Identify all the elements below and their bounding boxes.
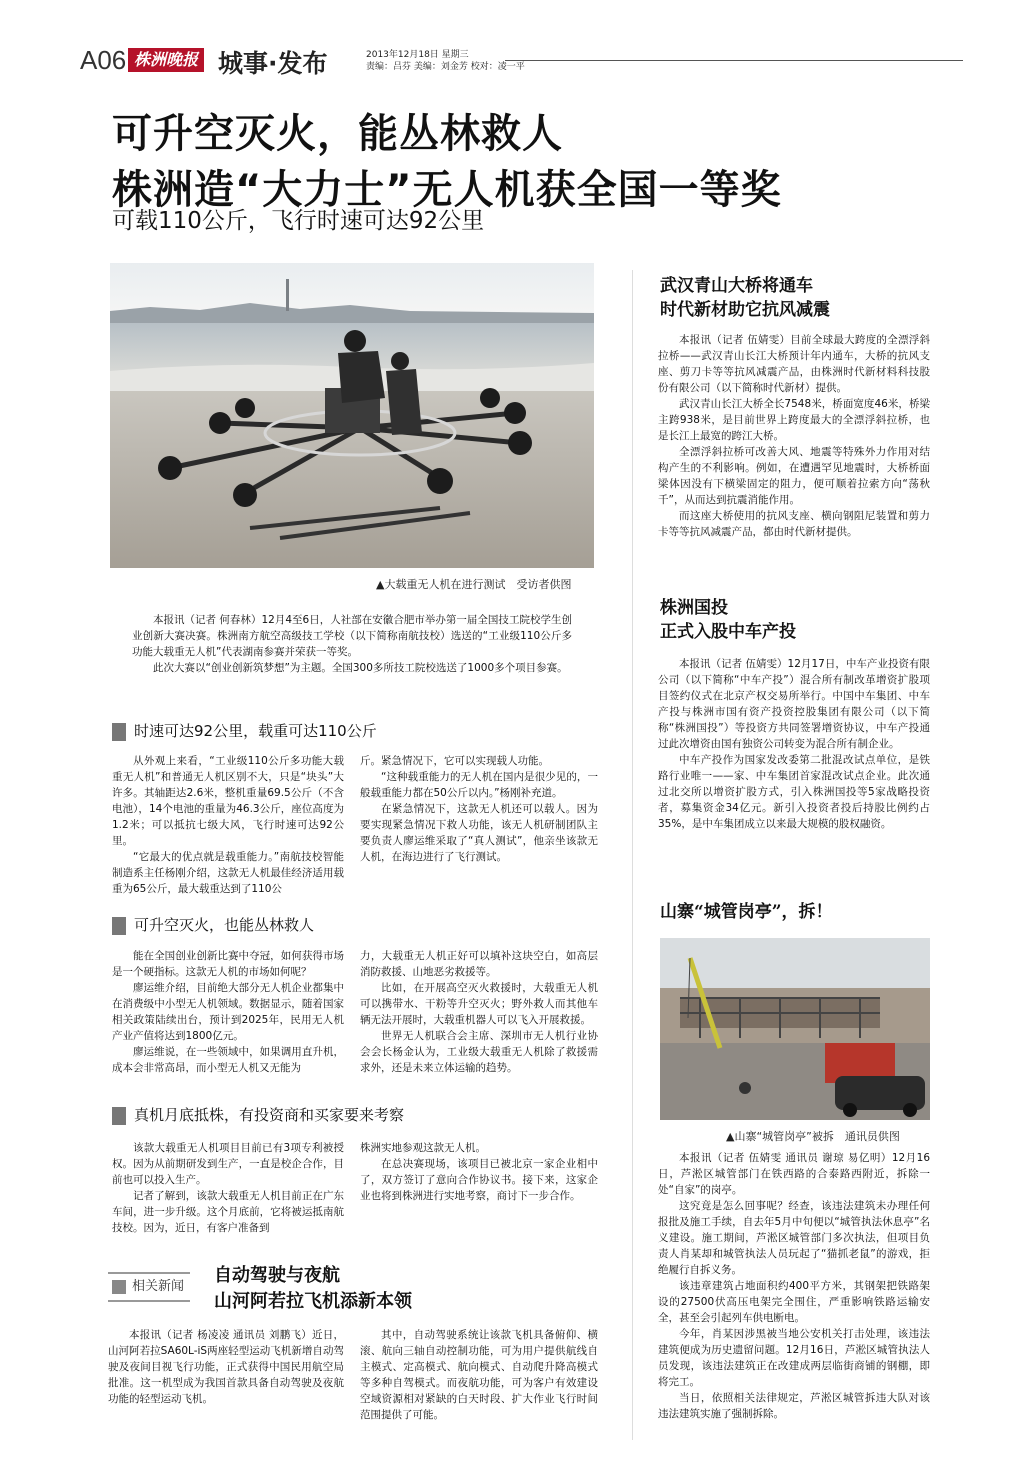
side-2-paragraph: 中车产投作为国家发改委第二批混改试点单位，是铁路行业唯一——家、中车集团首家混改试点企业。此次通过北交所以增资扩股方式，引入株洲国投等5家战略投资者，募集资金34亿元。新引入投资者投后持股比例约占35%，是中车集团成立以来最大规模的股权融资。 bbox=[658, 754, 930, 830]
side-article-2-title bbox=[660, 596, 796, 644]
lead-text bbox=[132, 612, 572, 676]
sec1-left-column bbox=[112, 753, 344, 897]
subhead-investors bbox=[112, 1104, 404, 1126]
kiosk-photo-caption: ▲山寨“城管岗亭”被拆 通讯员供图 bbox=[726, 1130, 900, 1143]
subhead-speed-text: 时速可达92公里，载重可达110公斤 bbox=[134, 722, 377, 740]
kiosk-photo-drawing bbox=[660, 938, 930, 1120]
editor-credits: 责编：吕芬 美编：刘金芳 校对：凌一平 bbox=[366, 62, 525, 72]
sec3-paragraph: 该款大载重无人机项目目前已有3项专利被授权。因为从前期研发到生产，一直是校企合作，目前也可以投入生产。 bbox=[112, 1142, 344, 1186]
sec2-paragraph: 比如，在开展高空灭火救援时，大载重无人机可以携带水、干粉等升空灭火；野外救人而其他车辆无法开展时，大载重机器人可以飞入开展救援。 bbox=[360, 982, 598, 1026]
side-article-3-body bbox=[658, 1150, 930, 1422]
side-2-title-line-2: 正式入股中车产投 bbox=[660, 622, 796, 642]
side-3-paragraph: 今年，肖某因涉黑被当地公安机关打击处理，该违法建筑便成为历史遗留问题。12月16日，芦淞区城管执法人员发现，该违法建筑正在改建成两层临街商铺的钢棚，即将完工。 bbox=[658, 1328, 930, 1388]
newspaper-logo: 株洲晚报 bbox=[128, 48, 204, 72]
sec1-paragraph: 从外观上来看，“工业级110公斤多功能大载重无人机”和普通无人机区别不大，只是“块头”大许多。其轴距达2.6米，整机重量69.5公斤（不含电池），14个电池的重量为46.3公斤，座位高度为1.2米；可以抵抗七级大风，飞行时速可达92公里。 bbox=[112, 755, 344, 847]
sec1-paragraph: 斤。紧急情况下，它可以实现载人功能。 bbox=[360, 755, 549, 767]
sec1-paragraph: 在紧急情况下，这款无人机还可以载人。因为要实现紧急情况下救人功能，该无人机研制团队主要负责人廖运维采取了“真人测试”，他亲坐该款无人机，在海边进行了飞行测试。 bbox=[360, 803, 598, 863]
subhead-marker bbox=[112, 1107, 126, 1125]
column-divider bbox=[632, 270, 633, 1440]
drone-photo-drawing bbox=[110, 263, 594, 568]
sec2-right-column bbox=[360, 948, 598, 1076]
related-news-title bbox=[214, 1263, 412, 1315]
kiosk-demolition-photo bbox=[660, 938, 930, 1120]
sec3-right-column bbox=[360, 1140, 598, 1204]
sec2-paragraph: 能在全国创业创新比赛中夺冠，如何获得市场是一个硬指标。这款无人机的市场如何呢？ bbox=[112, 950, 344, 978]
main-headline bbox=[112, 106, 782, 218]
side-1-paragraph: 武汉青山长江大桥全长7548米，桥面宽度46米，桥梁主跨938米，是目前世界上跨度最大的全漂浮斜拉桥，也是长江上最宽的跨江大桥。 bbox=[658, 398, 930, 442]
related-right-column bbox=[360, 1327, 598, 1423]
header-rule bbox=[505, 60, 963, 61]
section-title: 城事·发布 bbox=[218, 49, 328, 78]
side-3-paragraph: 该违章建筑占地面积约400平方米，其钢架把铁路架设的27500伏高压电架完全围住，严重影响铁路运输安全，甚至会引起列车供电断电。 bbox=[658, 1280, 930, 1324]
sec3-left-column bbox=[112, 1140, 344, 1236]
subhead-investors-text: 真机月底抵株，有投资商和买家要来考察 bbox=[134, 1106, 405, 1124]
issue-date: 2013年12月18日 星期三 bbox=[366, 50, 469, 60]
side-article-1-body bbox=[658, 332, 930, 540]
subhead-rescue-text: 可升空灭火，也能丛林救人 bbox=[134, 916, 315, 934]
sec2-paragraph: 世界无人机联合会主席、深圳市无人机行业协会会长杨金认为，工业级大载重无人机除了救援需求外，还是未来立体运输的趋势。 bbox=[360, 1030, 598, 1074]
side-2-title-line-1: 株洲国投 bbox=[660, 598, 728, 618]
subhead-rescue bbox=[112, 914, 314, 936]
subhead-speed bbox=[112, 720, 377, 742]
related-news-tag-text: 相关新闻 bbox=[132, 1279, 185, 1294]
issue-meta bbox=[366, 49, 525, 73]
headline-line-1: 可升空灭火，能丛林救人 bbox=[112, 111, 563, 157]
sec1-right-column bbox=[360, 753, 598, 865]
related-news-tag bbox=[108, 1272, 190, 1302]
side-article-3-title: 山寨“城管岗亭”，拆！ bbox=[660, 902, 833, 922]
side-3-paragraph: 这究竟是怎么回事呢？经查，该违法建筑未办理任何报批及施工手续，自去年5月中旬便以“城管执法休息亭”名义建设。施工期间，芦淞区城管部门多次执法，但项目负责人肖某却和城管执法人员玩起了“猫抓老鼠”的游戏，拒绝履行自拆义务。 bbox=[658, 1200, 930, 1276]
side-article-1-title bbox=[660, 274, 830, 322]
related-news-icon bbox=[112, 1280, 126, 1294]
sec2-paragraph: 廖运维介绍，目前绝大部分无人机企业都集中在消费级中小型无人机领域。数据显示，随着国家相关政策陆续出台，预计到2025年，民用无人机产业产值将达到1800亿元。 bbox=[112, 982, 344, 1042]
related-title-line-1: 自动驾驶与夜航 bbox=[214, 1265, 340, 1286]
side-1-title-line-2: 时代新材助它抗风减震 bbox=[660, 300, 830, 320]
drone-photo bbox=[110, 263, 594, 568]
related-left-column bbox=[108, 1327, 344, 1407]
sec3-paragraph: 株洲实地参观这款无人机。 bbox=[360, 1142, 486, 1154]
side-1-paragraph: 全漂浮斜拉桥可改善大风、地震等特殊外力作用对结构产生的不利影响。例如，在遭遇罕见地震时，大桥桥面梁体因没有下横梁固定的阻力，便可顺着拉索方向“荡秋千”，从而达到抗震消能作用。 bbox=[658, 446, 930, 506]
subhead-marker bbox=[112, 723, 126, 741]
sec1-paragraph: “这种载重能力的无人机在国内是很少见的，一般载重能力都在50公斤以内。”杨刚补充道。 bbox=[360, 771, 598, 799]
drone-photo-caption: ▲大载重无人机在进行测试 受访者供图 bbox=[376, 578, 572, 591]
lead-paragraph: 此次大赛以“创业创新筑梦想”为主题。全国300多所技工院校选送了1000多个项目参赛。 bbox=[153, 662, 568, 674]
related-paragraph: 本报讯（记者 杨凌凌 通讯员 刘鹏飞）近日，山河阿若拉SA60L-iS两座轻型运动飞机新增自动驾驶及夜间目视飞行功能，正式获得中国民用航空局批准。这一机型成为我国首款具备自动驾驶及夜航功能的轻型运动飞机。 bbox=[108, 1329, 344, 1405]
related-title-line-2: 山河阿若拉飞机添新本领 bbox=[214, 1291, 412, 1312]
side-3-paragraph: 本报讯（记者 伍婧雯 通讯员 谢琼 易亿明）12月16日，芦淞区城管部门在铁西路的合泰路西附近，拆除一处“自家”的岗亭。 bbox=[658, 1152, 930, 1196]
sec3-paragraph: 在总决赛现场，该项目已被北京一家企业相中了，双方签订了意向合作协议书。接下来，这家企业也将到株洲进行实地考察，商讨下一步合作。 bbox=[360, 1158, 598, 1202]
subhead-marker bbox=[112, 917, 126, 935]
main-subheadline: 可载110公斤，飞行时速可达92公里 bbox=[112, 208, 485, 234]
sec3-paragraph: 记者了解到，该款大载重无人机目前正在广东车间，进一步升级。这个月底前，它将被运抵南航技校。因为，近日，有客户准备到 bbox=[112, 1190, 344, 1234]
side-2-paragraph: 本报讯（记者 伍婧雯）12月17日，中车产业投资有限公司（以下简称“中车产投”）混合所有制改革增资扩股项目签约仪式在北京产权交易所举行。中国中车集团、中车产投与株洲市国有资产投资控股集团有限公司（以下简称“株洲国投”）等投资方共同签署增资协议，中车产投通过此次增资由国有独资公司转变为混合所有制企业。 bbox=[658, 658, 930, 750]
side-3-paragraph: 当日，依照相关法律规定，芦淞区城管拆违大队对该违法建筑实施了强制拆除。 bbox=[658, 1392, 930, 1420]
sec2-paragraph: 力，大载重无人机正好可以填补这块空白，如高层消防救援、山地恶劣救援等。 bbox=[360, 950, 598, 978]
page-number: A06 bbox=[80, 45, 127, 75]
headline-line-2: 株洲造“大力士”无人机获全国一等奖 bbox=[112, 167, 782, 213]
sec1-paragraph: “它最大的优点就是载重能力。”南航技校智能制造系主任杨刚介绍，这款无人机最佳经济适用载重为65公斤，最大载重达到了110公 bbox=[112, 851, 344, 895]
side-article-2-body bbox=[658, 656, 930, 832]
side-1-paragraph: 而这座大桥使用的抗风支座、横向钢阻尼装置和剪力卡等等抗风减震产品，都由时代新材提供。 bbox=[658, 510, 930, 538]
sec2-left-column bbox=[112, 948, 344, 1076]
lead-paragraph: 本报讯（记者 何春林）12月4至6日，人社部在安徽合肥市举办第一届全国技工院校学生创业创新大赛决赛。株洲南方航空高级技工学校（以下简称南航技校）选送的“工业级110公斤多功能大载重无人机”代表湖南参赛并荣获一等奖。 bbox=[132, 614, 572, 658]
related-paragraph: 其中，自动驾驶系统让该款飞机具备俯仰、横滚、航向三轴自动控制功能，可为用户提供航线自主模式、定高模式、航向模式、自动爬升降高模式等多种自驾模式。而夜航功能，可为客户有效建设空域资源相对紧缺的白天时段、扩大作业飞行时间范围提供了可能。 bbox=[360, 1329, 598, 1421]
side-1-title-line-1: 武汉青山大桥将通车 bbox=[660, 276, 813, 296]
sec2-paragraph: 廖运维说，在一些领域中，如果调用直升机，成本会非常高昂，而小型无人机又无能为 bbox=[112, 1046, 344, 1074]
side-1-paragraph: 本报讯（记者 伍婧雯）目前全球最大跨度的全漂浮斜拉桥——武汉青山长江大桥预计年内通车，大桥的抗风支座、剪刀卡等等抗风减震产品，由株洲时代新材料科技股份有限公司（以下简称时代新材）提供。 bbox=[658, 334, 930, 394]
